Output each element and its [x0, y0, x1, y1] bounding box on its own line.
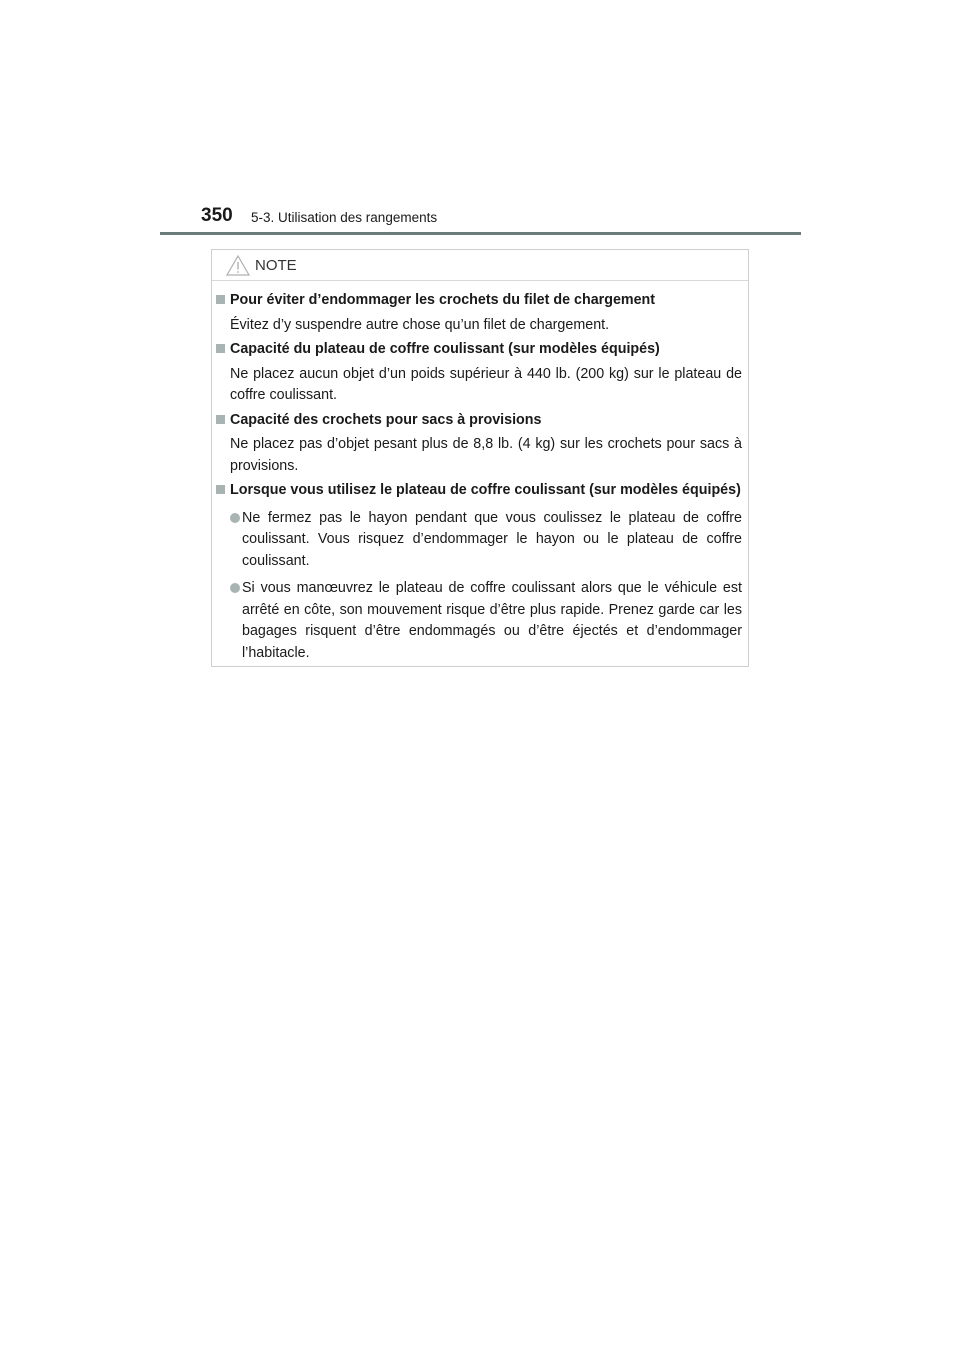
- note-header: [212, 250, 748, 281]
- note-item: [212, 410, 750, 478]
- item-title: Capacité des crochets pour sacs à provisions: [230, 411, 542, 428]
- bullet-item: [230, 578, 742, 664]
- square-bullet-icon: [216, 485, 225, 494]
- bullet-item: [230, 508, 742, 573]
- item-title: Lorsque vous utilisez le plateau de coffre coulissant (sur modèles équipés): [230, 482, 741, 498]
- item-text: Évitez d’y suspendre autre chose qu’un filet de chargement.: [230, 316, 610, 333]
- page-header: [160, 205, 801, 235]
- note-item: [212, 339, 750, 407]
- bullet-text: Si vous manœuvrez le plateau de coffre coulissant alors que le véhicule est arrêté en côte, son mouvement risque d’être plus rapide. Prenez garde car les bagages risquent d’être endommagés ou d’être éjectés et d’endommager l’habitacle.: [242, 580, 742, 661]
- round-bullet-icon: [230, 513, 240, 523]
- section-title: 5-3. Utilisation des rangements: [251, 210, 438, 225]
- note-label: NOTE: [255, 257, 297, 274]
- note-item: [212, 290, 750, 336]
- square-bullet-icon: [216, 295, 225, 304]
- page-number: 350: [201, 205, 233, 226]
- bullet-text: Ne fermez pas le hayon pendant que vous coulissez le plateau de coffre coulissant. Vous risquez d’endommager le hayon ou le plateau de coffre coulissant.: [242, 509, 742, 569]
- warning-triangle-icon: [226, 255, 250, 276]
- item-title: Capacité du plateau de coffre coulissant (sur modèles équipés): [230, 341, 660, 357]
- note-body: [212, 290, 750, 667]
- header-rule: [160, 232, 801, 235]
- square-bullet-icon: [216, 344, 225, 353]
- item-text: Ne placez pas d’objet pesant plus de 8,8 lb. (4 kg) sur les crochets pour sacs à provisions.: [230, 436, 742, 474]
- note-box: [211, 249, 749, 667]
- item-title: Pour éviter d’endommager les crochets du filet de chargement: [230, 292, 656, 308]
- square-bullet-icon: [216, 415, 225, 424]
- note-item: [212, 480, 750, 664]
- item-text: Ne placez aucun objet d’un poids supérieur à 440 lb. (200 kg) sur le plateau de coffre coulissant.: [230, 365, 742, 403]
- round-bullet-icon: [230, 583, 240, 593]
